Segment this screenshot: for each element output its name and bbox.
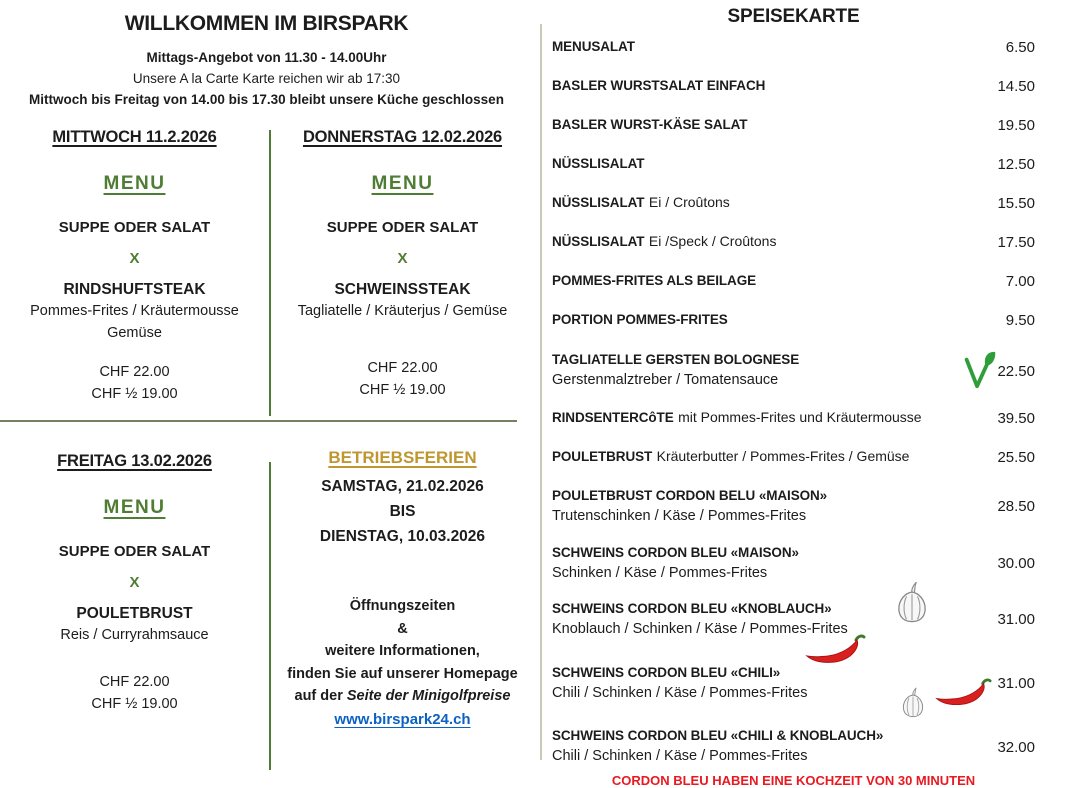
item-price: 15.50 bbox=[997, 194, 1035, 212]
menu-item-row bbox=[552, 311, 1035, 329]
menu-item-row bbox=[552, 487, 1035, 527]
lunch-offer-line: Mittags-Angebot von 11.30 - 14.00Uhr bbox=[146, 50, 387, 65]
item-name: BASLER WURST-KÄSE SALAT bbox=[552, 117, 748, 132]
holiday-bis: BIS bbox=[389, 503, 416, 521]
item-price: 31.00 bbox=[997, 674, 1035, 692]
menu-separator-x: X bbox=[129, 250, 140, 267]
menu-item-row bbox=[552, 727, 1035, 767]
garlic-icon bbox=[897, 686, 929, 720]
page-title: WILLKOMMEN IM BIRSPARK bbox=[124, 12, 409, 35]
item-description: Chili / Schinken / Käse / Pommes-Frites bbox=[552, 748, 808, 765]
item-price: 17.50 bbox=[997, 233, 1035, 251]
item-name: BASLER WURSTSALAT EINFACH bbox=[552, 78, 766, 93]
item-price: 14.50 bbox=[997, 77, 1035, 95]
menu-price-half: CHF ½ 19.00 bbox=[91, 385, 178, 402]
garlic-icon bbox=[890, 580, 934, 626]
menu-item-row bbox=[552, 409, 1035, 427]
menu-item-row bbox=[552, 77, 1035, 95]
speisekarte bbox=[552, 6, 1035, 788]
menu-item-row bbox=[552, 116, 1035, 134]
menu-side-line: Gemüse bbox=[107, 324, 162, 341]
item-name: SCHWEINS CORDON BLEU «KNOBLAUCH» bbox=[552, 601, 832, 617]
menu-side-line: Reis / Curryrahmsauce bbox=[60, 627, 209, 643]
item-price: 31.00 bbox=[997, 611, 1035, 629]
minigolf-page-reference: Seite der Minigolfpreise bbox=[346, 688, 511, 705]
menu-price: CHF 22.00 bbox=[367, 359, 438, 376]
menu-label: MENU bbox=[103, 173, 166, 194]
chili-icon bbox=[934, 676, 992, 710]
center-divider bbox=[540, 24, 542, 760]
item-name: SCHWEINS CORDON BLEU «CHILI & KNOBLAUCH» bbox=[552, 728, 884, 744]
holiday-info-line: weitere Informationen, bbox=[325, 643, 480, 660]
menu-separator-x: X bbox=[129, 574, 140, 591]
menu-item-row bbox=[552, 155, 1035, 173]
holiday-info-line: & bbox=[397, 620, 408, 637]
menu-main-dish: SCHWEINSSTEAK bbox=[334, 281, 471, 298]
menu-label: MENU bbox=[103, 497, 166, 518]
item-price: 30.00 bbox=[997, 554, 1035, 572]
holiday-info-line: auf der Seite der Minigolfpreise bbox=[294, 688, 511, 705]
vertical-divider-top bbox=[269, 130, 271, 416]
item-name: NÜSSLISALAT bbox=[552, 156, 645, 171]
menu-main-dish: RINDSHUFTSTEAK bbox=[63, 281, 206, 298]
menu-item-row bbox=[552, 233, 1035, 251]
item-description: Schinken / Käse / Pommes-Frites bbox=[552, 564, 768, 581]
menu-day-heading: DONNERSTAG 12.02.2026 bbox=[302, 128, 503, 146]
menu-price-half: CHF ½ 19.00 bbox=[91, 696, 178, 713]
menu-price-half: CHF ½ 19.00 bbox=[359, 382, 446, 399]
item-addition: mit Pommes-Frites und Kräutermousse bbox=[678, 409, 922, 425]
welcome-header bbox=[0, 12, 533, 111]
menu-item-row bbox=[552, 350, 1035, 392]
menu-item-row bbox=[552, 664, 1035, 704]
speisekarte-title: SPEISEKARTE bbox=[727, 6, 860, 27]
horizontal-divider bbox=[0, 420, 517, 422]
item-name: NÜSSLISALAT bbox=[552, 195, 645, 210]
daily-menu-freitag bbox=[0, 452, 269, 716]
menu-course: SUPPE ODER SALAT bbox=[326, 219, 479, 236]
daily-menu-donnerstag bbox=[272, 128, 533, 402]
item-name: NÜSSLISALAT bbox=[552, 234, 645, 249]
item-price: 19.50 bbox=[997, 116, 1035, 134]
menu-item-row bbox=[552, 272, 1035, 290]
item-name: TAGLIATELLE GERSTEN BOLOGNESE bbox=[552, 352, 800, 368]
holiday-notice bbox=[272, 448, 533, 729]
item-description: Knoblauch / Schinken / Käse / Pommes-Frites bbox=[552, 621, 848, 638]
menu-main-dish: POULETBRUST bbox=[76, 605, 193, 622]
menu-side-line: Tagliatelle / Kräuterjus / Gemüse bbox=[297, 303, 508, 319]
daily-menu-mittwoch bbox=[0, 128, 269, 405]
item-description: Trutenschinken / Käse / Pommes-Frites bbox=[552, 508, 807, 524]
holiday-info-line: finden Sie auf unserer Homepage bbox=[287, 665, 518, 682]
item-addition: Ei / Croûtons bbox=[648, 194, 730, 210]
cordon-bleu-note: CORDON BLEU HABEN EINE KOCHZEIT VON 30 MINUTEN bbox=[611, 772, 976, 788]
menu-price: CHF 22.00 bbox=[99, 673, 170, 690]
menu-item-row bbox=[552, 448, 1035, 466]
item-name: SCHWEINS CORDON BLEU «CHILI» bbox=[552, 664, 781, 680]
menu-price: CHF 22.00 bbox=[99, 363, 170, 380]
holiday-info-line: Öffnungszeiten bbox=[349, 598, 456, 615]
item-name: POULETBRUST bbox=[552, 449, 653, 464]
menu-item-row bbox=[552, 38, 1035, 56]
item-price: 25.50 bbox=[997, 448, 1035, 466]
alacarte-line: Unsere A la Carte Karte reichen wir ab 17:30 bbox=[132, 70, 401, 86]
menu-side-line: Pommes-Frites / Kräutermousse bbox=[30, 303, 239, 319]
item-name: RINDSENTERCôTE bbox=[552, 410, 674, 425]
item-price: 12.50 bbox=[997, 155, 1035, 173]
vegan-icon bbox=[959, 350, 997, 392]
menu-separator-x: X bbox=[397, 250, 408, 267]
item-price: 28.50 bbox=[997, 498, 1035, 516]
item-name: SCHWEINS CORDON BLEU «MAISON» bbox=[552, 544, 799, 560]
homepage-link[interactable]: www.birspark24.ch bbox=[334, 710, 471, 728]
menu-day-heading: MITTWOCH 11.2.2026 bbox=[52, 128, 217, 146]
item-description: Chili / Schinken / Käse / Pommes-Frites bbox=[552, 684, 808, 701]
menu-course: SUPPE ODER SALAT bbox=[58, 543, 211, 560]
item-addition: Kräuterbutter / Pommes-Frites / Gemüse bbox=[656, 448, 910, 464]
holiday-end-date: DIENSTAG, 10.03.2026 bbox=[319, 528, 486, 546]
menu-item-row bbox=[552, 544, 1035, 584]
item-price: 7.00 bbox=[1005, 272, 1035, 290]
menu-item-row bbox=[552, 600, 1035, 640]
menu-day-heading: FREITAG 13.02.2026 bbox=[57, 452, 212, 470]
item-price: 9.50 bbox=[1005, 311, 1035, 329]
item-price: 22.50 bbox=[997, 362, 1035, 380]
item-price: 6.50 bbox=[1005, 38, 1035, 56]
holiday-title: BETRIEBSFERIEN bbox=[328, 448, 477, 467]
menu-course: SUPPE ODER SALAT bbox=[58, 219, 211, 236]
item-addition: Ei /Speck / Croûtons bbox=[648, 233, 777, 249]
item-name: MENUSALAT bbox=[552, 39, 635, 54]
item-price: 32.00 bbox=[997, 738, 1035, 756]
item-name: PORTION POMMES-FRITES bbox=[552, 312, 728, 327]
holiday-start-date: SAMSTAG, 21.02.2026 bbox=[321, 478, 484, 495]
item-name: POULETBRUST CORDON BELU «MAISON» bbox=[552, 488, 828, 503]
vertical-divider-bottom bbox=[269, 462, 271, 770]
item-description: Gerstenmalztreber / Tomatensauce bbox=[552, 372, 779, 389]
menu-item-row bbox=[552, 194, 1035, 212]
item-name: POMMES-FRITES ALS BEILAGE bbox=[552, 273, 757, 288]
menu-label: MENU bbox=[371, 173, 434, 194]
kitchen-closed-line: Mittwoch bis Freitag von 14.00 bis 17.30 bleibt unsere Küche geschlossen bbox=[29, 91, 504, 107]
item-price: 39.50 bbox=[997, 409, 1035, 427]
